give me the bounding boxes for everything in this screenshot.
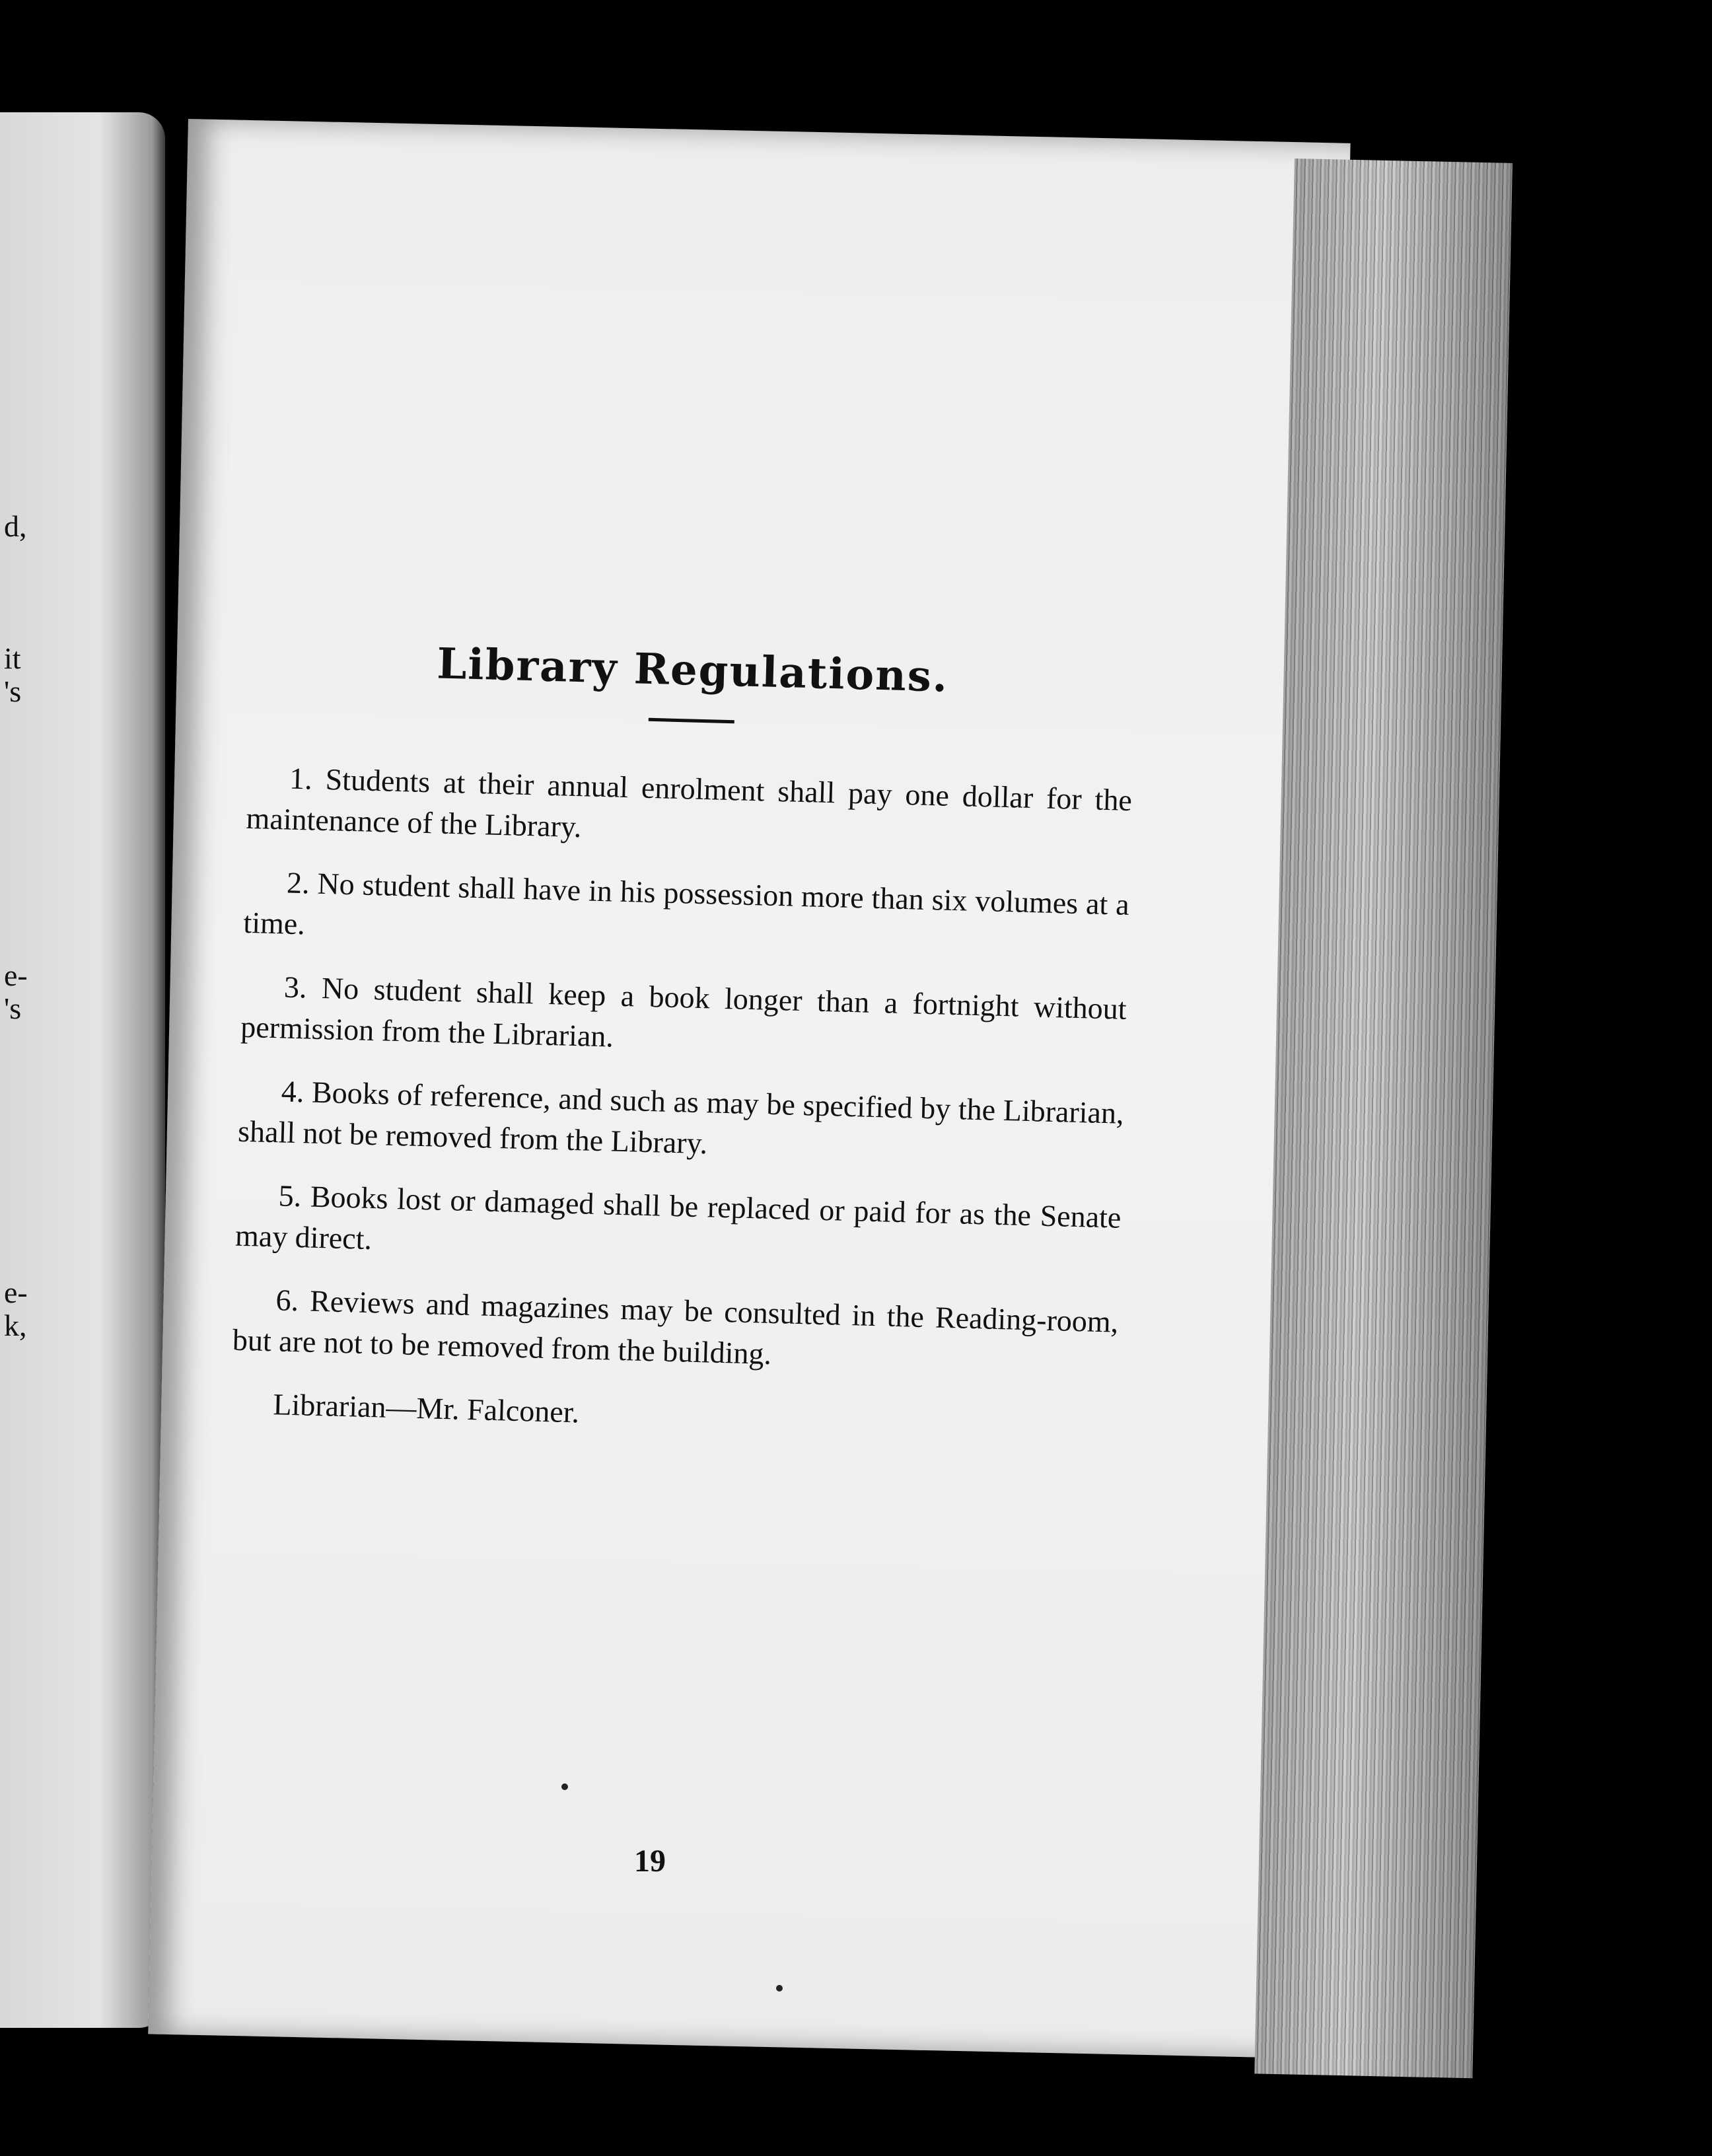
left-page-fragment: 's	[4, 991, 22, 1025]
page-title: Library Regulations.	[436, 639, 950, 702]
left-page-fragment: 's	[4, 674, 22, 708]
regulation-item: 6. Reviews and magazines may be consulted in the Reading-room, but are not to be removed from the building.	[232, 1283, 1119, 1371]
left-page-fragment: d,	[4, 509, 27, 543]
speck	[776, 1985, 783, 1992]
regulation-item: 4. Books of reference, and such as may be specified by the Librarian, shall not be removed from the Library.	[237, 1074, 1125, 1161]
page-number: 19	[634, 1844, 666, 1879]
page-content	[231, 634, 1136, 1447]
regulation-item: 3. No student shall keep a book longer than a fortnight without permission from the Librarian.	[240, 970, 1127, 1054]
page-block-edges	[1254, 159, 1513, 2078]
left-facing-page	[0, 112, 165, 2028]
regulation-item: 2. No student shall have in his possession more than six volumes at a time.	[242, 865, 1130, 941]
librarian-line: Librarian—Mr. Falconer.	[272, 1387, 580, 1429]
speck	[561, 1783, 568, 1790]
left-page-fragment: e-	[4, 1276, 28, 1309]
regulation-item: 5. Books lost or damaged shall be replaced or paid for as the Senate may direct.	[234, 1178, 1122, 1256]
left-page-fragment: it	[4, 641, 21, 675]
left-page-fragment: k,	[4, 1309, 27, 1342]
regulation-item: 1. Students at their annual enrolment shall pay one dollar for the maintenance of the Library.	[246, 761, 1133, 844]
title-rule	[649, 718, 734, 723]
left-page-fragment: e-	[4, 958, 28, 992]
